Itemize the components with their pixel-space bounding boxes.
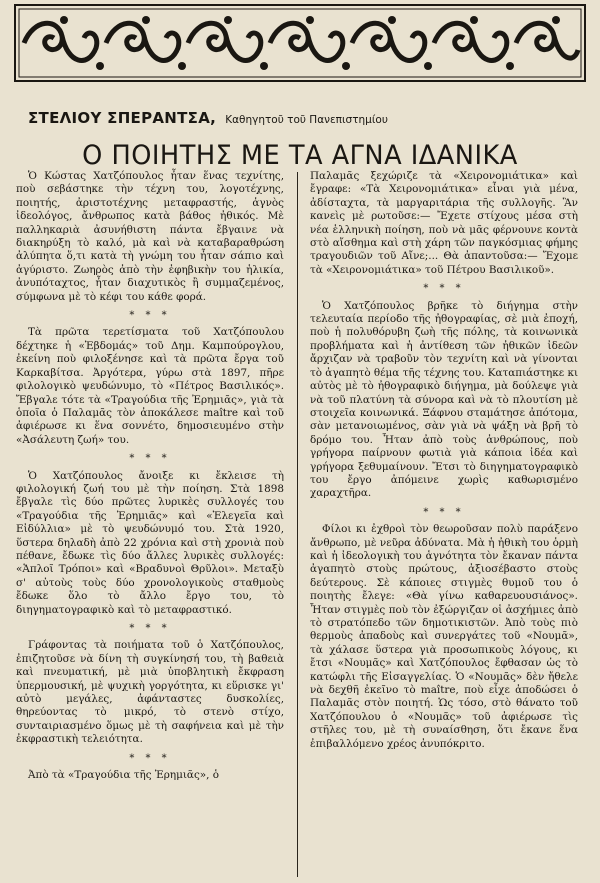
- paragraph: Παλαμᾶς ξεχώριζε τὰ «Χειρονομιάτικα» καὶ ἔγραφε: «Τὰ Χειρονομιάτικα» εἶναι γιὰ μένα, ἀδίσταχτα, τὰ μαργαριτάρια τῆς συλλογῆς. Ἂν κανεὶς μὲ ρωτοῦσε:— Ἔχετε στίχους μέσα στὴ νέα ἑλληνικὴ ποίηση, ποὺ νὰ μᾶς φέρνουνε κοντὰ στὸ αἴσθημα καὶ στὴ χάρη τῶν παγκόσμιας φήμης τραγουδιῶν τοῦ Αἴνε;... Θὰ ἀπαντοῦσα:— Ἔχομε τὰ «Χειρονομιάτικα» τοῦ Πέτρου Βασιλικοῦ».: [310, 170, 578, 276]
- paragraph: Ὁ Κώστας Χατζόπουλος ἦταν ἕνας τεχνίτης, ποὺ σεβάστηκε τὴν τέχνη του, λογοτέχνης, ποιητής, ἀριστοτέχνης μεταφραστής, ἁγνὸς ἰδεολόγος, ἄνθρωπος κατὰ βάθος ἠθικός. Μὲ παλληκαριὰ ἀσυνήθιστη πάντα ἔβγαινε νὰ διακηρύξη τὸ καλό, μὰ καὶ νὰ καταβαραθρώση ἀλύπητα ὅ,τι κατὰ τὴ γνώμη του ἦταν σάπιο καὶ ἀγύριστο. Ζωηρὸς ἀπὸ τὴν ἐφηβικὴν του ἡλικία, ἀνυπόταχτος, ἦταν διαχυτικὸς ἢ συμμαζεμένος, σύμφωνα μὲ τὸ κέφι του κάθε φορά.: [16, 170, 284, 303]
- right-column: [310, 170, 578, 751]
- left-column: [16, 170, 284, 782]
- article-headline: Ο ΠΟΙΗΤΗΣ ΜΕ ΤΑ ΑΓΝΑ ΙΔΑΝΙΚΑ: [82, 140, 518, 171]
- section-separator: * * *: [423, 506, 465, 518]
- decorative-header-ornament: [14, 4, 586, 82]
- byline: [28, 108, 588, 127]
- section-separator: * * *: [129, 752, 171, 764]
- column-divider: [297, 172, 298, 877]
- paragraph: Ὁ Χατζόπουλος βρῆκε τὸ διήγημα στὴν τελευταία περίοδο τῆς ἠθογραφίας, σὲ μιὰ ἐποχή, ποὺ ἡ πολυθόρυβη ζωὴ τῆς πόλης, τὰ κοινωνικὰ προβλήματα καὶ ἡ ἀντίθεση τῶν ἠθικῶν ἰδεῶν ἄρχιζαν νὰ τραβοῦν τὸν τεχνίτη καὶ νὰ γίνονται τὸ ἀγαπητὸ θέμα τῆς τέχνης του. Καταπιάστηκε κι αὐτὸς μὲ τὸ ἠθογραφικὸ διήγημα, μὰ δούλεψε γιὰ νὰ τοῦ πλατύνη τὰ σύνορα καὶ νὰ τὸ πλουτίση μὲ στοιχεῖα κοινωνικά. Ξάφνου σταμάτησε ἀπότομα, σὰν μετανοιωμένος, σὰν γιὰ νὰ ψάξη νὰ βρῆ τὸ δρόμο του. Ἦταν ἀπὸ τοὺς ἀνθρώπους, ποὺ γρήγορα παίρνουν φωτιὰ γιὰ κάποια ἰδέα καὶ γρήγορα ξεθυμαίνουν. Ἔτσι τὸ διηγηματογραφικὸ του ἔργο ἀπόμεινε χωρὶς καθωρισμένο χαραχτῆρα.: [310, 299, 579, 500]
- paragraph: Ὁ Χατζόπουλος ἄνοιξε κι ἔκλεισε τὴ φιλολογική ζωή του μὲ τὴν ποίηση. Στὰ 1898 ἔβγαλε τὶς δύο πρῶτες λυρικὲς συλλογές του «Τραγούδια τῆς Ἐρημιᾶς» καὶ «Ἐλεγεῖα καὶ Εἰδύλλια» μὲ τὸ ψευδώνυμό του. Στὰ 1920, ὕστερα δηλαδὴ ἀπὸ 22 χρόνια καὶ στὴ χρονιὰ ποὺ πέθανε, ἔδωκε τὶς δύο ἄλλες λυρικὲς συλλογές: «Ἁπλοῖ Τρόποι» καὶ «Βραδυνοὶ Θρῦλοι». Μεταξὺ σ' αὐτοὺς τοὺς δύο χρονολογικοὺς σταθμοὺς ἔδωκε ὅλο τὸ ἄλλο ἔργο του, τὸ διηγηματογραφικὸ καὶ τὸ μεταφραστικό.: [16, 469, 284, 616]
- paragraph: Ἀπὸ τὰ «Τραγούδια τῆς Ἐρημιᾶς», ὁ: [28, 769, 219, 782]
- section-separator: * * *: [423, 283, 465, 295]
- paragraph: Φίλοι κι ἐχθροὶ τὸν θεωροῦσαν πολὺ παράξενο ἄνθρωπο, μὲ νεῦρα ἀδύνατα. Μὰ ἡ ἠθικὴ του ὁρμὴ καὶ ἡ ἰδεολογικὴ του ἁγνότητα τὸν ἔκαναν πάντα ἀγαπητὸ στοὺς πρώτους, ἀξιοσέβαστο στοὺς δεύτερους. Σὲ κάποιες στιγμὲς θυμοῦ του ὁ ποιητὴς ἔλεγε: «Θὰ γίνω καθαρευουσιάνος». Ἦταν στιγμὲς ποὺ τὸν ἐξώργιζαν οἱ ἀσχήμιες ἀπὸ τὸ στρατόπεδο τῶν δημοτικιστῶν. Ἀπὸ τοὺς πιὸ θερμοὺς ἀπαδοὺς καὶ συνεργάτες τοῦ «Νουμᾶ», τὰ χάλασε ὕστερα γιὰ προσωπικοὺς λόγους, κι ἔτσι «Νουμᾶς» καὶ Χατζόπουλος ἔφθασαν ὡς τὸ κατώφλι τῆς Εἰσαγγελίας. Ὁ «Νουμᾶς» δὲν ἤθελε νὰ δεχθῆ ἐκεῖνο τὸ maître, ποὺ εἶχε ἀποδώσει ὁ Παλαμᾶς στὸν ποιητή. Ὡς τόσο, στὸ θάνατο τοῦ Χατζόπουλου ὁ «Νουμᾶς» τοῦ ἀφιέρωσε τὶς στῆλες του, μὲ τὴ συναίσθηση, ὅτι ἔκανε ἕνα ἐπιβαλλόμενο χρέος ἀνυπόκριτο.: [310, 523, 578, 750]
- section-separator: * * *: [129, 623, 171, 634]
- author-title: Καθηγητοῦ τοῦ Πανεπιστημίου: [225, 114, 388, 126]
- author-name: ΣΤΕΛΙΟΥ ΣΠΕΡΑΝΤΣΑ,: [28, 109, 217, 127]
- section-separator: * * *: [129, 310, 171, 322]
- paragraph: Γράφοντας τὰ ποιήματα τοῦ ὁ Χατζόπουλος, ἐπιζητοῦσε νὰ δίνη τὴ συγκίνησή του, τὴ βαθειὰ καὶ πνευματική, μὲ μιὰ ὑποβλητικὴ ἔκφραση ὑπερμουσική, μὲ ψυχικὴ γοργότητα, κι εὕρισκε γι' αὐτὸ μεγάλες, ἀφάνταστες δυσκολίες, θηρεύοντας τὸ μικρό, τὸ στενὸ στίχο, συνταιριασμένο ὅμως μὲ τὴ σαφήνεια καὶ μὲ τὴν ἐκφραστικὴ τελειότητα.: [16, 639, 284, 746]
- section-separator: * * *: [129, 453, 171, 465]
- paragraph: Τὰ πρῶτα τερετίσματα τοῦ Χατζόπουλου δέχτηκε ἡ «Ἑβδομάς» τοῦ Δημ. Καμπούρογλου, ἐκείνη ποὺ φιλοξένησε καὶ τὰ πρῶτα ἔργα τοῦ Καρκαβίτσα. Ἀργότερα, γύρω στὰ 1897, πῆρε φιλολογικὸ ψευδώνυμο, τὸ «Πέτρος Βασιλικός». Ἔβγαλε τότε τὰ «Τραγούδια τῆς Ἐρημιᾶς», γιὰ τὰ ὁποῖα ὁ Παλαμᾶς τὸν ἀποκάλεσε maître καὶ τοῦ ἀφιέρωσε κι ἕνα σοννέτο, δημοσιευμένο στὴν «Ἀσάλευτη ζωή» του.: [16, 326, 284, 446]
